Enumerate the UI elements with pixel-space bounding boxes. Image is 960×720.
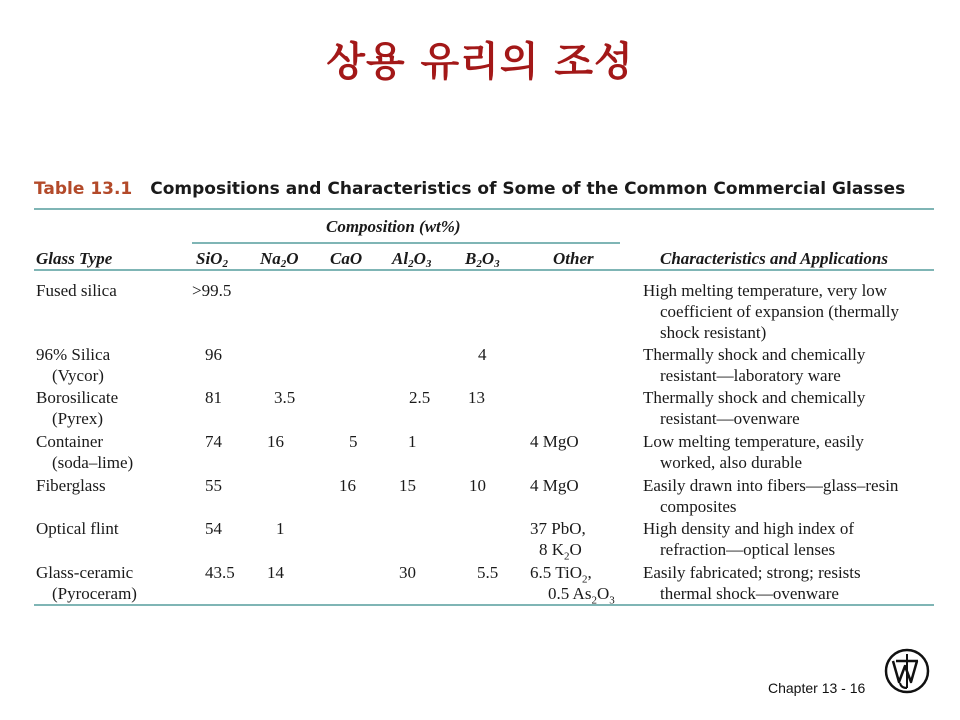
- table-cell-other: 4 MgO: [530, 432, 579, 451]
- table-cell-characteristics: High melting temperature, very low: [643, 281, 888, 300]
- col-header-sio2: SiO$_2$: [196, 249, 228, 270]
- table-cell-sio2: 81: [205, 388, 222, 407]
- table-cell-al2o3: 1: [408, 432, 417, 451]
- table-cell-characteristics: Thermally shock and chemically: [643, 345, 866, 364]
- table-cell-sio2: 54: [205, 519, 222, 538]
- table-row-glass-type-sub: (Pyroceram): [52, 584, 137, 603]
- table-caption: [34, 179, 934, 203]
- table-cell-characteristics: resistant—laboratory ware: [660, 366, 841, 385]
- table-cell-other: 6.5 TiO$_2$,: [530, 563, 592, 586]
- table-cell-characteristics: Thermally shock and chemically: [643, 388, 866, 407]
- table-cell-na2o: 1: [276, 519, 285, 538]
- col-header-glass-type: Glass Type: [36, 249, 113, 268]
- table-cell-characteristics: resistant—ovenware: [660, 409, 800, 428]
- table-cell-characteristics: High density and high index of: [643, 519, 855, 538]
- table-cell-sio2: 55: [205, 476, 222, 495]
- table-cell-characteristics: shock resistant): [660, 323, 767, 342]
- table-cell-characteristics: refraction—optical lenses: [660, 540, 836, 559]
- col-header-other: Other: [553, 249, 594, 268]
- table-cell-sio2: 43.5: [205, 563, 235, 582]
- table-cell-characteristics: composites: [660, 497, 737, 516]
- table-row-glass-type: 96% Silica: [36, 345, 111, 364]
- table-row-glass-type: Optical flint: [36, 519, 119, 538]
- col-header-na2o: $Na_2O$: [260, 249, 299, 270]
- table-row-glass-type: Glass-ceramic: [36, 563, 134, 582]
- table-cell-other: 8 $K_2O$: [539, 540, 582, 563]
- col-header-al2o3: $Al_2O_3$: [392, 249, 432, 270]
- table-row-glass-type-sub: (Vycor): [52, 366, 104, 385]
- table-cell-na2o: 14: [267, 563, 284, 582]
- table-row-glass-type-sub: (Pyrex): [52, 409, 103, 428]
- col-header-cao: CaO: [330, 249, 363, 268]
- table-cell-characteristics: Easily fabricated; strong; resists: [643, 563, 861, 582]
- table-cell-b2o3: 13: [468, 388, 485, 407]
- table-cell-characteristics: coefficient of expansion (thermally: [660, 302, 900, 321]
- table-cell-al2o3: 30: [399, 563, 416, 582]
- slide-footer: Chapter 13 - 16: [768, 680, 866, 696]
- table-cell-b2o3: 4: [478, 345, 487, 364]
- composition-header: Composition (wt%): [326, 217, 461, 236]
- slide-title: 상용 유리의 조성: [326, 39, 634, 85]
- table-cell-sio2: 74: [205, 432, 222, 451]
- table-cell-characteristics: Easily drawn into fibers—glass–resin: [643, 476, 899, 495]
- table-row-glass-type: Fiberglass: [36, 476, 106, 495]
- table-cell-other: 37 PbO,: [530, 519, 586, 538]
- table-cell-b2o3: 10: [469, 476, 486, 495]
- col-header-b2o3: $B_2O_3$: [465, 249, 500, 270]
- table-cell-b2o3: 5.5: [477, 563, 499, 582]
- table-row-glass-type-sub: (soda–lime): [52, 453, 134, 472]
- table-cell-characteristics: Low melting temperature, easily: [643, 432, 864, 451]
- table-cell-other: 4 MgO: [530, 476, 579, 495]
- table-cell-sio2: >99.5: [192, 281, 232, 300]
- col-header-characteristics: Characteristics and Applications: [660, 249, 888, 268]
- table-cell-cao: 16: [339, 476, 356, 495]
- table-cell-al2o3: 2.5: [409, 388, 431, 407]
- table-cell-na2o: 3.5: [274, 388, 296, 407]
- table-caption-text: Compositions and Characteristics of Some of the Common Commercial Glasses: [150, 179, 906, 199]
- composition-rule: [192, 242, 620, 244]
- table-cell-na2o: 16: [267, 432, 284, 451]
- table-cell-al2o3: 15: [399, 476, 416, 495]
- table-cell-sio2: 96: [205, 345, 222, 364]
- table-cell-cao: 5: [349, 432, 358, 451]
- table-top-rule: [34, 208, 934, 210]
- table-cell-other: 0.5 $As_2O_3$: [548, 584, 615, 607]
- table-number: Table 13.1: [34, 179, 133, 199]
- table-row-glass-type: Borosilicate: [36, 388, 119, 407]
- table-row-glass-type: Fused silica: [36, 281, 117, 300]
- table-cell-characteristics: worked, also durable: [660, 453, 803, 472]
- table-cell-characteristics: thermal shock—ovenware: [660, 584, 839, 603]
- table-row-glass-type: Container: [36, 432, 104, 451]
- wiley-logo-icon: [884, 648, 930, 694]
